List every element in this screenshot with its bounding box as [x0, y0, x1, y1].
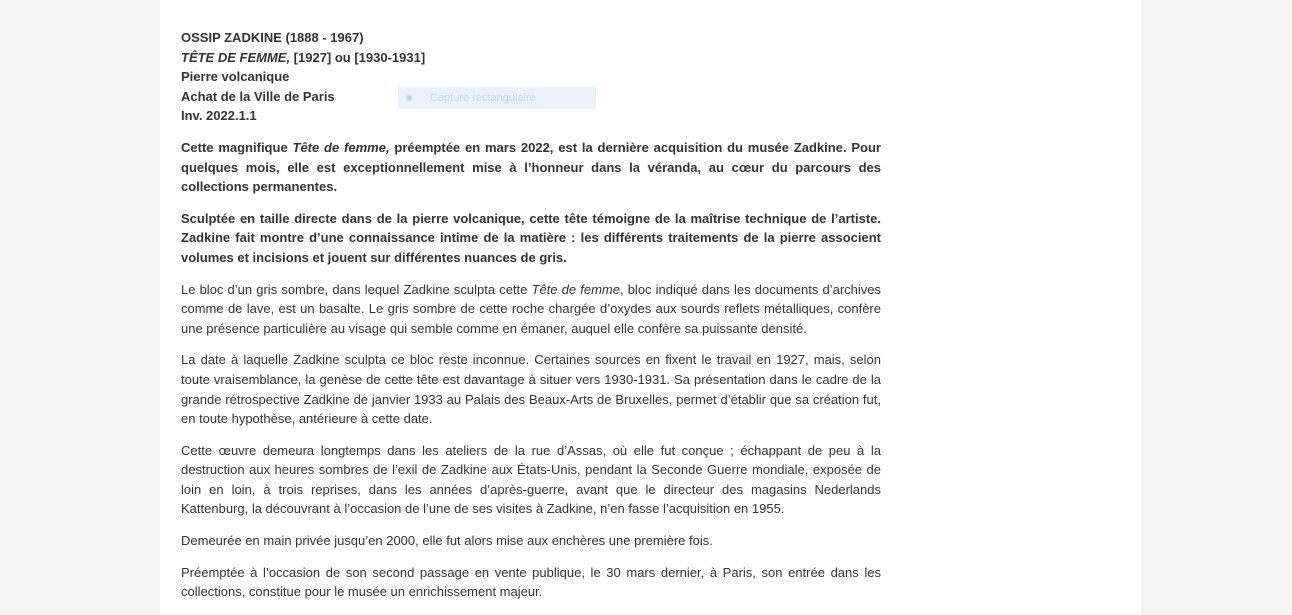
paragraph-technique: Sculptée en taille directe dans de la pierre volcanique, cette tête témoigne de la maîtrise technique de l’artiste. Zadkine fait montre d’une connaissance intime de la matière : les différents traitements de la pierre associent volumes et incisions et jouent sur différentes nuances de gris.: [181, 210, 881, 265]
artwork-title-italic: TÊTE DE FEMME,: [181, 49, 291, 65]
artwork-material: Pierre volcanique: [181, 69, 290, 85]
paragraph-intro-italic: Tête de femme,: [292, 139, 390, 155]
paragraph-intro-text-b: préemptée en mars 2022, est la dernière acquisition du musée Zadkine. Pour quelques mois, elle est exceptionnellement mise à l’honneur dans la véranda, au cœur du parcours des collections permanentes.: [181, 139, 881, 195]
paragraph-material: [181, 280, 881, 339]
article-page: [160, 0, 1141, 615]
paragraph-intro-text-a: Cette magnifique: [181, 139, 293, 155]
paragraph-intro: [181, 138, 881, 197]
paragraph-provenance: Cette œuvre demeura longtemps dans les ateliers de la rue d’Assas, où elle fut conçue ; échappant de peu à la destruction aux heures sombres de l’exil de Zadkine aux États-Unis, pendant la Seconde Guerre mondiale, exposée de loin en loin, à trois reprises, dans les années d’après-guerre, avant que le directeur des magasins Nederlands Kattenburg, la découvrant à l’occasion de l’une de ses visites à Zadkine, n’en fasse l’acquisition en 1955.: [181, 442, 881, 517]
paragraph-material-italic: Tête de femme: [531, 281, 620, 297]
capture-overlay: [398, 87, 596, 109]
paragraph-private-ownership: Demeurée en main privée jusqu’en 2000, elle fut alors mise aux enchères une première fois.: [181, 533, 713, 549]
artwork-caption: [181, 28, 881, 126]
paragraph-dating: La date à laquelle Zadkine sculpta ce bloc reste inconnue. Certaines sources en fixent le travail en 1927, mais, selon toute vraisemblance, la genèse de cette tête est davantage à situer vers 1930-1931. Sa présentation dans le cadre de la grande rétrospective Zadkine de janvier 1933 au Palais des Beaux-Arts de Bruxelles, permet d’établir que sa création fut, en toute hypothèse, antérieure à cette date.: [181, 352, 881, 427]
article-content: [181, 28, 881, 614]
capture-dot-icon: [406, 95, 412, 101]
artwork-inventory: Inv. 2022.1.1: [181, 108, 257, 124]
paragraph-preemption: Préemptée à l’occasion de son second passage en vente publique, le 30 mars dernier, à Paris, son entrée dans les collections, constitue pour le musée un enrichissement majeur.: [181, 564, 881, 600]
artwork-acquisition: Achat de la Ville de Paris: [181, 88, 335, 104]
paragraph-material-text-a: Le bloc d’un gris sombre, dans lequel Zadkine sculpta cette: [181, 281, 532, 297]
capture-label: Capture rectangulaire: [430, 92, 536, 104]
artwork-dates: [1927] ou [1930-1931]: [290, 49, 426, 65]
artwork-title: [181, 48, 881, 68]
paragraph-material-text-b: , bloc indiqué dans les documents d’archives comme de lave, est un basalte. Le gris sombre de cette roche chargée d’oxydes aux sourds reflets métalliques, confère une présence particulière au visage qui semble comme en émaner, auquel elle confère sa puissante densité.: [181, 281, 882, 336]
artist-name: OSSIP ZADKINE (1888 - 1967): [181, 30, 364, 45]
